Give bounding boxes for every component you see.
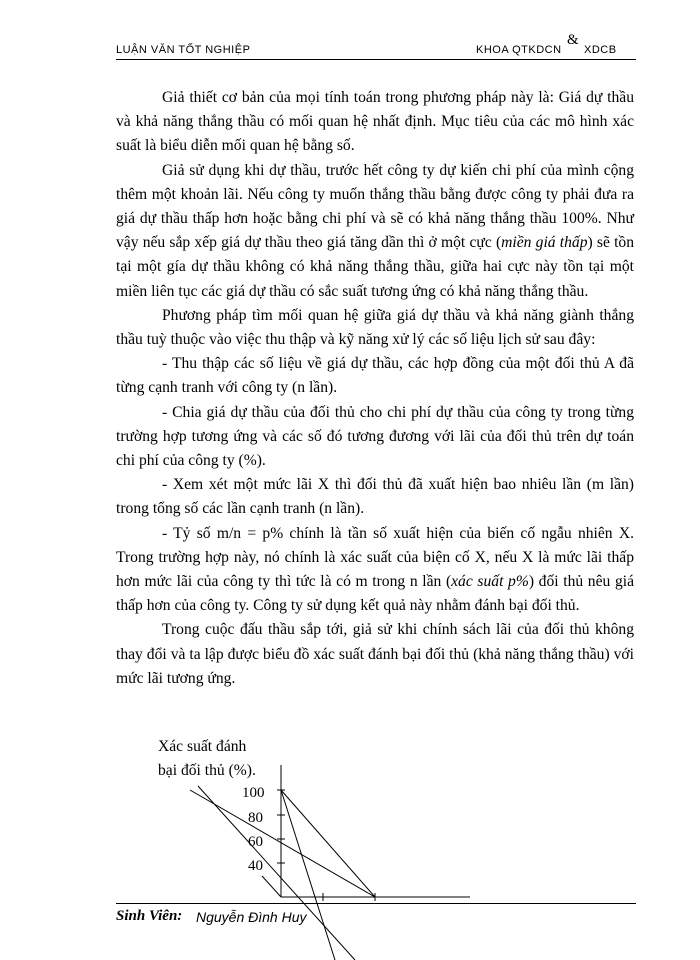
emphasis-text: miền giá thấp — [501, 234, 588, 252]
header-right: KHOA QTKDCN — [476, 44, 562, 56]
emphasis-text: xác suất p% — [451, 573, 529, 591]
paragraph-6: - Xem xét một mức lãi X thì đối thủ đã xuất hiện bao nhiêu lần (m lần) trong tổng số các lần cạnh tranh (n lần). — [116, 476, 634, 518]
header-left: LUẬN VĂN TỐT NGHIỆP — [116, 44, 251, 56]
paragraph-2: Giả sử dụng khi dự thầu, trước hết công ty dự kiến chi phí của mình cộng thêm một khoản lãi. Nếu công ty muốn thắng thầu bằng được công ty phải đưa ra giá dự thầu thấp hơn hoặc bằng chi phí và sẽ có khả năng thắng thầu 100%. Như vậy nếu sắp xếp giá dự thầu theo giá tăng dần thì ở một cực (miền giá thấp) sẽ tồn tại một gía dự thầu không có khả năng thắng thầu, giữa hai cực này tồn tại một miền liên tục các giá dự thầu có sắc suất tương ứng có khả năng thắng thầu. — [116, 161, 635, 300]
footer-rule — [116, 903, 636, 904]
header-ampersand: & — [567, 32, 579, 48]
footer-label: Sinh Viên: — [116, 908, 183, 924]
tick-label: 100 — [242, 785, 265, 801]
paragraph-3: Phương pháp tìm mối quan hệ giữa giá dự thầu và khả năng giành thắng thầu tuỳ thuộc vào việc thu thập và kỹ năng xử lý các số liệu lịch sử sau đây: — [116, 306, 634, 349]
diagonal-line — [198, 786, 355, 960]
paragraph-7: - Tỷ số m/n = p% chính là tần số xuất hiện của biến cố ngẫu nhiên X. Trong trường hợp này, nó chính là xác suất của biện cố X, nếu X là mức lãi thấp hơn mức lãi của công ty thì tức là có m trong n lần (xác suất p%) đối thủ nêu giá thấp hơn của công ty. Công ty sử dụng kết quả này nhằm đánh bại đối thủ. — [116, 524, 634, 615]
diagonal-line — [190, 790, 375, 897]
diagonal-line — [281, 790, 375, 897]
footer-author: Nguyễn Đình Huy — [196, 909, 307, 925]
tick-label: 40 — [248, 858, 263, 874]
figure-ylabel-line2: bại đối thủ (%). — [158, 762, 256, 779]
paragraph-4: - Thu thập các số liệu về giá dự thầu, các hợp đồng của một đối thủ A đã từng cạnh tranh với công ty (n lần). — [116, 355, 634, 397]
paragraph-1: Giả thiết cơ bản của mọi tính toán trong phương pháp này là: Giá dự thầu và khả năng thắng thầu có mối quan hệ nhất định. Mục tiêu của các mô hình xác suất là biểu diễn mối quan hệ bằng số. — [116, 89, 634, 155]
tick-label: 80 — [248, 810, 263, 826]
header-right-suffix: XDCB — [584, 44, 617, 56]
diagonal-line — [262, 876, 281, 897]
diagonal-line — [281, 790, 335, 960]
paragraph-8: Trong cuộc đấu thầu sắp tới, giả sử khi chính sách lãi của đối thủ không thay đổi và ta lập được biểu đồ xác suất đánh bại đối thủ (khả năng thắng thầu) với mức lãi tương ứng. — [116, 621, 634, 687]
tick-label: 60 — [248, 834, 263, 850]
paragraph-5: - Chia giá dự thầu của đối thủ cho chi phí dự thầu của công ty trong từng trường hợp tương ứng và các số đó tương đương với lãi của đối thủ trên dự toán chi phí của công ty (%). — [116, 403, 634, 470]
figure-ylabel-line1: Xác suất đánh — [158, 738, 247, 755]
